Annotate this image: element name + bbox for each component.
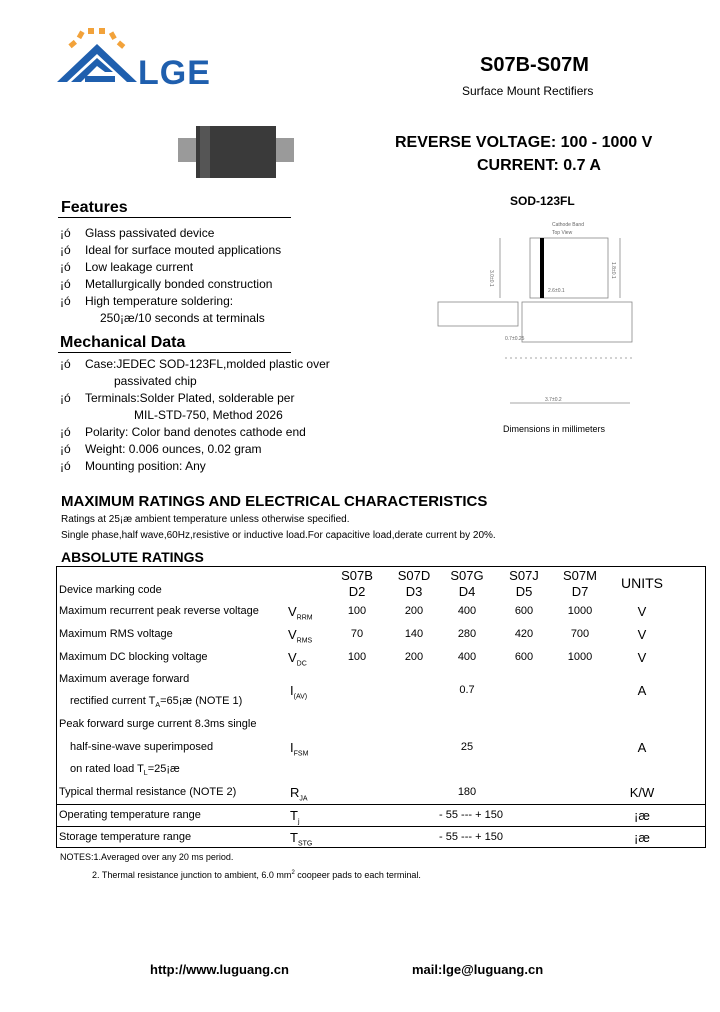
unit-cell: A (637, 683, 647, 698)
value-cell: 25 (460, 741, 474, 753)
ratings-heading: MAXIMUM RATINGS AND ELECTRICAL CHARACTERISTICS (61, 493, 488, 510)
param-label: Storage temperature range (59, 831, 192, 843)
param-symbol: $V_{DC}$ (288, 650, 307, 668)
dim-label: Top View (552, 230, 573, 236)
param-label: Maximum RMS voltage (59, 628, 173, 640)
list-item: ¡ó Case:JEDEC SOD-123FL,molded plastic over (60, 357, 330, 371)
param-symbol: $T_j$ (290, 808, 300, 826)
ratings-table (56, 566, 706, 848)
list-item: ¡ó Mounting position: Any (60, 459, 206, 473)
part-subtitle: Surface Mount Rectifiers (462, 84, 594, 98)
mechanical-list (60, 356, 360, 475)
param-symbol: $I_{(AV)}$ (290, 683, 308, 701)
value-cell: 140 (404, 628, 424, 640)
note-2: 2. Thermal resistance junction to ambient, 6.0 $mm^2$ coopeer pads to each terminal. (92, 870, 421, 880)
absolute-ratings-heading: ABSOLUTE RATINGS (61, 549, 204, 565)
dim-label: 3.0±0.1 (488, 270, 494, 287)
list-item: ¡ó Polarity: Color band denotes cathode end (60, 425, 306, 439)
device-mark: D4 (458, 584, 476, 599)
value-cell: 100 (347, 651, 367, 663)
units-header: UNITS (621, 575, 663, 591)
features-heading: Features (61, 199, 128, 216)
value-cell: 400 (457, 651, 477, 663)
param-label-line2: rectified current $T_A=65¡æ$ (NOTE 1) (70, 695, 243, 710)
mechanical-heading: Mechanical Data (60, 334, 186, 351)
component-image (178, 124, 294, 184)
param-label-line2: half-sine-wave superimposed (70, 741, 214, 753)
list-item: ¡ó High temperature soldering: (60, 294, 234, 308)
package-name: SOD-123FL (510, 194, 575, 208)
reverse-voltage: REVERSE VOLTAGE: 100 - 1000 V (395, 134, 653, 151)
value-cell: 100 (347, 605, 367, 617)
dim-label: 2.6±0.1 (548, 288, 565, 294)
value-cell: 0.7 (459, 684, 475, 696)
value-cell: 70 (350, 628, 364, 640)
param-label: Peak forward surge current 8.3ms single (59, 718, 257, 730)
unit-cell: V (637, 604, 647, 619)
value-cell: 200 (404, 605, 424, 617)
value-cell: - 55 --- + 150 (439, 809, 503, 821)
param-label: Maximum average forward (59, 673, 190, 685)
dim-label: 3.7±0.2 (545, 397, 562, 403)
value-cell: 600 (514, 605, 534, 617)
value-cell: 1000 (567, 651, 593, 663)
param-symbol: $T_{STG}$ (290, 830, 313, 848)
features-list (60, 225, 340, 327)
marking-code-label: Device marking code (59, 584, 162, 596)
unit-cell: K/W (629, 785, 655, 800)
package-drawing (430, 218, 640, 418)
device-part: S07B (341, 568, 373, 583)
dim-label: 1.8±0.1 (610, 262, 616, 279)
note-1: NOTES:1.Averaged over any 20 ms period. (60, 852, 234, 862)
device-mark: D7 (571, 584, 589, 599)
value-cell: 280 (457, 628, 477, 640)
param-label: Maximum recurrent peak reverse voltage (59, 605, 259, 617)
param-symbol: $I_{FSM}$ (290, 740, 309, 758)
value-cell: 700 (570, 628, 590, 640)
features-underline (58, 217, 291, 218)
list-item: ¡ó Terminals:Solder Plated, solderable per (60, 391, 295, 405)
param-label-line3: on rated load $T_L=25¡æ$ (70, 763, 180, 778)
lge-logo (55, 20, 137, 92)
dim-label: 0.7±0.25 (505, 336, 525, 342)
ratings-note: Single phase,half wave,60Hz,resistive or inductive load.For capacitive load,derate current by 20%. (61, 530, 496, 541)
footer-url[interactable]: http://www.luguang.cn (150, 962, 289, 977)
value-cell: 200 (404, 651, 424, 663)
part-title: S07B-S07M (480, 54, 589, 76)
mountain-icon (57, 44, 137, 82)
value-cell: 180 (457, 786, 477, 798)
footer-email[interactable]: mail:lge@luguang.cn (412, 962, 544, 977)
param-label: Operating temperature range (59, 809, 201, 821)
param-label: Typical thermal resistance (NOTE 2) (59, 786, 237, 798)
current-rating: CURRENT: 0.7 A (477, 157, 601, 174)
dim-label: Cathode Band (552, 222, 584, 228)
dimension-caption: Dimensions in millimeters (503, 424, 606, 434)
param-symbol: $R_{JA}$ (290, 785, 308, 803)
value-cell: 420 (514, 628, 534, 640)
unit-cell: ¡æ (634, 830, 650, 845)
unit-cell: V (637, 627, 647, 642)
value-cell: - 55 --- + 150 (439, 831, 503, 843)
device-part: S07M (563, 568, 597, 583)
device-part: S07D (397, 568, 431, 583)
list-item: ¡ó Low leakage current (60, 260, 194, 274)
brand-name: LGE (138, 54, 211, 92)
value-cell: 600 (514, 651, 534, 663)
param-symbol: $V_{RRM}$ (288, 604, 313, 622)
list-item-continuation: passivated chip (114, 374, 197, 388)
device-mark: D2 (348, 584, 366, 599)
list-item: ¡ó Glass passivated device (60, 226, 215, 240)
value-cell: 1000 (567, 605, 593, 617)
mechanical-underline (58, 352, 291, 353)
unit-cell: A (637, 740, 647, 755)
list-item-continuation: 250¡æ/10 seconds at terminals (100, 311, 265, 325)
value-cell: 400 (457, 605, 477, 617)
param-label: Maximum DC blocking voltage (59, 651, 208, 663)
param-symbol: $V_{RMS}$ (288, 627, 313, 645)
unit-cell: V (637, 650, 647, 665)
ratings-note: Ratings at 25¡æ ambient temperature unless otherwise specified. (61, 514, 350, 525)
list-item-continuation: MIL-STD-750, Method 2026 (134, 408, 283, 422)
device-mark: D5 (515, 584, 533, 599)
list-item: ¡ó Ideal for surface mouted applications (60, 243, 282, 257)
device-part: S07J (509, 568, 539, 583)
list-item: ¡ó Weight: 0.006 ounces, 0.02 gram (60, 442, 262, 456)
device-mark: D3 (405, 584, 423, 599)
device-part: S07G (450, 568, 484, 583)
unit-cell: ¡æ (634, 808, 650, 823)
list-item: ¡ó Metallurgically bonded construction (60, 277, 273, 291)
